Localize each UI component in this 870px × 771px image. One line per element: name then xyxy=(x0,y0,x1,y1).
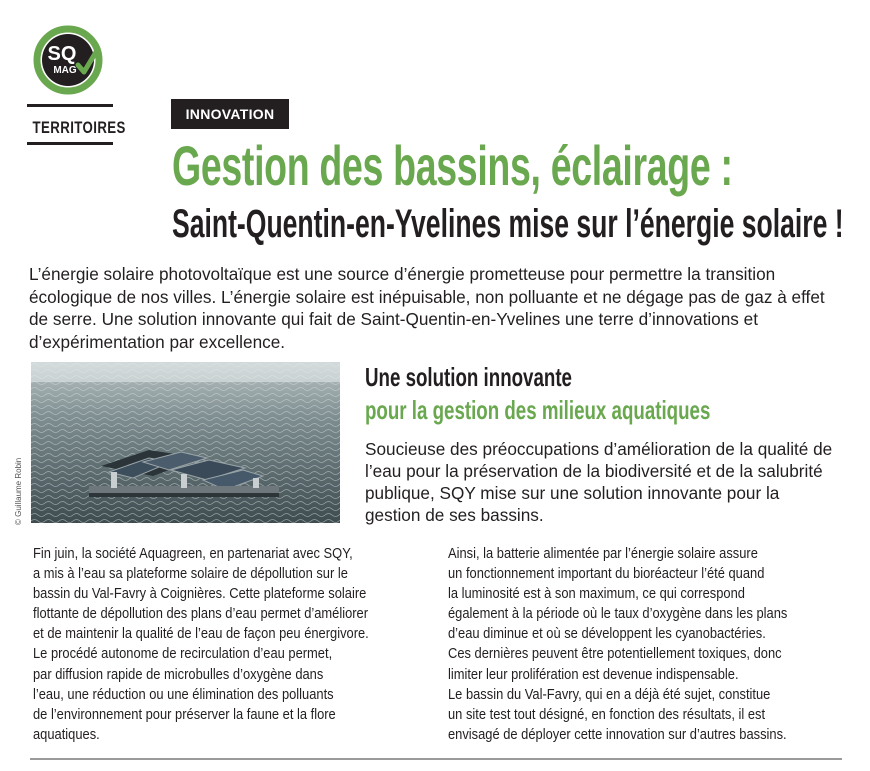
article-subtitle: Saint-Quentin-en-Yvelines mise sur l’énergie solaire ! xyxy=(172,202,844,246)
solar-platform-photo xyxy=(31,362,340,523)
body-line: l’eau, une réduction ou une élimination des polluants xyxy=(33,686,334,703)
body-line: envisagé de déployer cette innovation sur d’autres bassins. xyxy=(448,726,787,743)
body-line: a mis à l’eau sa plateforme solaire de dépollution sur le xyxy=(33,566,348,583)
section-rule-top xyxy=(27,104,113,107)
body-line: et de maintenir la qualité de l’eau de façon peu énergivore. xyxy=(33,626,369,643)
body-line: Le bassin du Val-Favry, qui en a déjà été sujet, constitue xyxy=(448,686,771,703)
logo-text-sq: SQ xyxy=(47,43,77,65)
body-line: la luminosité est à son maximum, ce qui correspond xyxy=(448,586,745,603)
section-rule-bottom xyxy=(27,142,113,145)
body-line: d’eau diminue et où se développent les cyanobactéries. xyxy=(448,626,766,643)
body-line: un fonctionnement important du bioréacteur l’été quand xyxy=(448,566,765,583)
body-line: un site test tout désigné, en fonction des résultats, il est xyxy=(448,706,766,723)
body-line: de l’environnement pour préserver la faune et la flore xyxy=(33,706,336,723)
photo-credit: © Guillaume Robin xyxy=(14,457,23,525)
body-line: par diffusion rapide de microbulles d’oxygène dans xyxy=(33,666,324,683)
body-line: Ces dernières peuvent être potentiellement toxiques, donc xyxy=(448,646,782,663)
section-heading-accent: pour la gestion des milieux aquatiques xyxy=(365,395,711,425)
category-tag: INNOVATION xyxy=(171,99,289,129)
body-line: bassin du Val-Favry à Coignières. Cette plateforme solaire xyxy=(33,586,367,603)
logo-text-mag: MAG xyxy=(53,65,77,76)
article-title: Gestion des bassins, éclairage : xyxy=(172,134,733,197)
intro-paragraph: Soucieuse des préoccupations d’amélioration de la qualité de l’eau pour la préservation de la biodiversité et de la salubrité publique, SQY mise sur une solution innovante pour la gestion de ses bassins. xyxy=(365,439,833,525)
body-line: flottante de dépollution des plans d’eau permet d’améliorer xyxy=(33,606,369,623)
section-heading: Une solution innovante xyxy=(365,362,572,392)
body-line: Le procédé autonome de recirculation d’eau permet, xyxy=(33,646,333,663)
body-line: aquatiques. xyxy=(33,726,100,743)
body-line: Ainsi, la batterie alimentée par l’énergie solaire assure xyxy=(448,546,758,562)
lead-paragraph: L’énergie solaire photovoltaïque est une source d’énergie prometteuse pour permettre la transition écologique de nos villes. L’énergie solaire est inépuisable, non polluante et ne dégage pas de gaz à effet de serre. Une solution innovante qui fait de Saint-Quentin-en-Yvelines une terre d’innovations et d’expérimentation par excellence. xyxy=(29,264,825,352)
body-column-left xyxy=(33,544,433,745)
body-line: Fin juin, la société Aquagreen, en partenariat avec SQY, xyxy=(33,546,353,562)
body-line: également à la période où le taux d’oxygène dans les plans xyxy=(448,606,788,623)
body-line: limiter leur prolifération est devenue indispensable. xyxy=(448,666,739,683)
bottom-divider xyxy=(30,758,842,760)
body-column-right xyxy=(448,544,848,745)
sq-mag-logo xyxy=(33,25,103,95)
section-label: TERRITOIRES xyxy=(32,118,126,137)
